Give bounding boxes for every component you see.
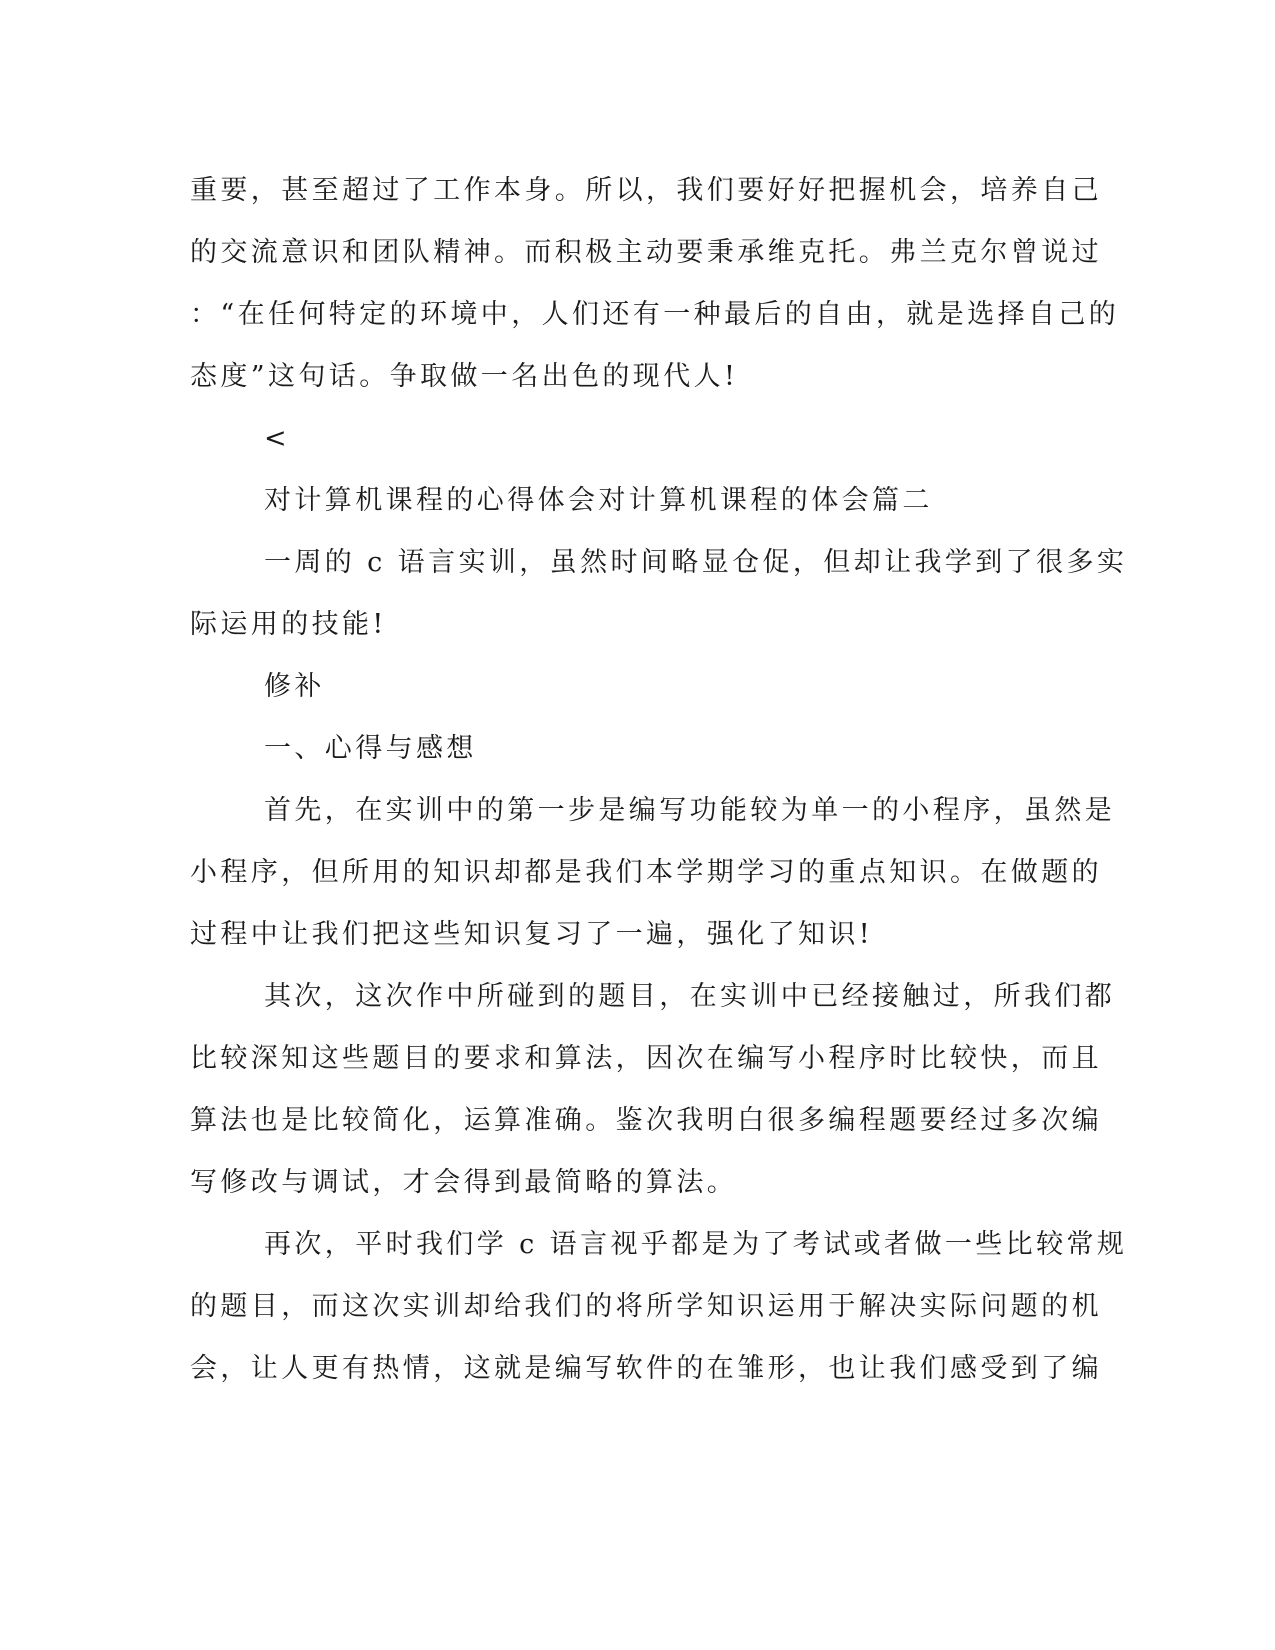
text-line: 的题目，而这次实训却给我们的将所学知识运用于解决实际问题的机 bbox=[190, 1291, 1102, 1322]
text-line: 态度”这句话。争取做一名出色的现代人! bbox=[190, 361, 739, 392]
text-line: 小程序，但所用的知识却都是我们本学期学习的重点知识。在做题的 bbox=[190, 857, 1102, 888]
text-line: 其次，这次作中所碰到的题目，在实训中已经接触过，所我们都 bbox=[264, 981, 1116, 1012]
text-line: 比较深知这些题目的要求和算法，因次在编写小程序时比较快，而且 bbox=[190, 1043, 1102, 1074]
text-line: 的交流意识和团队精神。而积极主动要秉承维克托。弗兰克尔曾说过 bbox=[190, 237, 1102, 268]
text-line: 首先，在实训中的第一步是编写功能较为单一的小程序，虽然是 bbox=[264, 795, 1116, 826]
text-line: 再次，平时我们学 c 语言视乎都是为了考试或者做一些比较常规 bbox=[264, 1229, 1128, 1260]
text-line: 一周的 c 语言实训，虽然时间略显仓促，但却让我学到了很多实 bbox=[264, 547, 1128, 578]
section-heading: 对计算机课程的心得体会对计算机课程的体会篇二 bbox=[264, 485, 933, 516]
text-line: 过程中让我们把这些知识复习了一遍，强化了知识! bbox=[190, 919, 874, 950]
text-line: 算法也是比较简化，运算准确。鉴次我明白很多编程题要经过多次编 bbox=[190, 1105, 1102, 1136]
text-line: ：“在任何特定的环境中，人们还有一种最后的自由，就是选择自己的 bbox=[190, 299, 1120, 330]
text-line: < bbox=[264, 423, 291, 454]
subsection-heading: 一、心得与感想 bbox=[264, 733, 477, 764]
text-line: 重要，甚至超过了工作本身。所以，我们要好好把握机会，培养自己 bbox=[190, 175, 1102, 206]
document-body bbox=[190, 160, 1128, 1400]
text-line: 际运用的技能! bbox=[190, 609, 387, 640]
text-line: 修补 bbox=[264, 671, 325, 702]
text-line: 写修改与调试，才会得到最简略的算法。 bbox=[190, 1167, 738, 1198]
text-line: 会，让人更有热情，这就是编写软件的在雏形，也让我们感受到了编 bbox=[190, 1353, 1102, 1384]
